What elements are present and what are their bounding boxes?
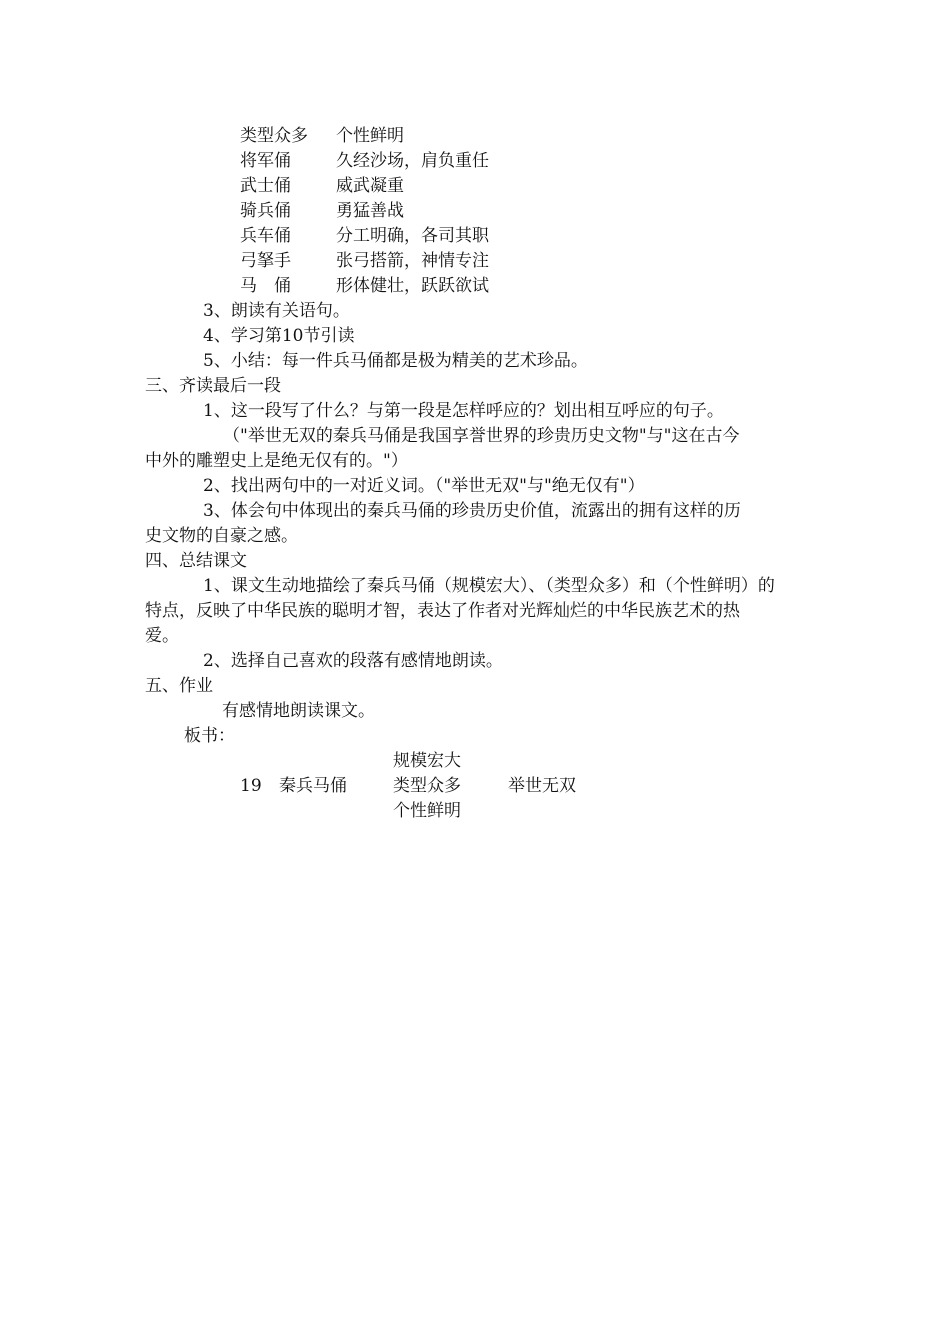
type-desc: 威武凝重 (336, 176, 404, 196)
board-feature-2: 类型众多 (393, 776, 461, 796)
types-header-right: 个性鲜明 (336, 126, 404, 146)
section3-quote-line2: 中外的雕塑史上是绝无仅有的。"） (145, 451, 408, 471)
types-header-left: 类型众多 (240, 126, 308, 146)
section3-item1: 1、这一段写了什么？与第一段是怎样呼应的？划出相互呼应的句子。 (203, 401, 724, 421)
type-desc: 久经沙场，肩负重任 (336, 151, 489, 171)
board-number: 19 (240, 776, 262, 796)
table-row (240, 274, 489, 299)
section3-item3-line1: 3、体会句中体现出的秦兵马俑的珍贵历史价值，流露出的拥有这样的历 (203, 501, 741, 521)
type-desc: 分工明确，各司其职 (336, 226, 489, 246)
types-header (240, 124, 404, 149)
type-desc: 形体健壮，跃跃欲试 (336, 276, 489, 296)
section4-item2: 2、选择自己喜欢的段落有感情地朗读。 (203, 651, 503, 671)
section4-item1-line1: 1、课文生动地描绘了秦兵马俑（规模宏大）、（类型众多）和（个性鲜明）的 (203, 576, 775, 596)
table-row (240, 174, 404, 199)
type-name: 弓拏手 (240, 251, 291, 271)
type-name: 将军俑 (240, 151, 291, 171)
type-name: 武士俑 (240, 176, 291, 196)
section5-heading: 五、作业 (145, 676, 213, 696)
step-4: 4、学习第10节引读 (203, 326, 355, 346)
type-desc: 张弓搭箭，神情专注 (336, 251, 489, 271)
step-5: 5、小结：每一件兵马俑都是极为精美的艺术珍品。 (203, 351, 588, 371)
board-label: 板书： (184, 726, 235, 746)
board-feature-3: 个性鲜明 (393, 801, 461, 821)
section3-quote-line1: （"举世无双的秦兵马俑是我国享誉世界的珍贵历史文物"与"这在古今 (223, 426, 740, 446)
table-row (240, 249, 489, 274)
section4-item1-line2: 特点，反映了中华民族的聪明才智，表达了作者对光辉灿烂的中华民族艺术的热 (145, 601, 740, 621)
board-feature-1: 规模宏大 (393, 751, 461, 771)
type-name: 马 俑 (240, 276, 291, 296)
type-name: 兵车俑 (240, 226, 291, 246)
section3-item3-line2: 史文物的自豪之感。 (145, 526, 298, 546)
section4-item1-line3: 爱。 (145, 626, 179, 646)
board-title: 秦兵马俑 (279, 776, 347, 796)
type-name: 骑兵俑 (240, 201, 291, 221)
section5-content: 有感情地朗读课文。 (222, 701, 375, 721)
board-summary: 举世无双 (508, 776, 576, 796)
section4-heading: 四、总结课文 (145, 551, 247, 571)
section3-heading: 三、齐读最后一段 (145, 376, 281, 396)
table-row (240, 149, 489, 174)
step-3: 3、朗读有关语句。 (203, 301, 350, 321)
type-desc: 勇猛善战 (336, 201, 404, 221)
table-row (240, 224, 489, 249)
section3-item2: 2、找出两句中的一对近义词。（"举世无双"与"绝无仅有"） (203, 476, 645, 496)
table-row (240, 199, 404, 224)
